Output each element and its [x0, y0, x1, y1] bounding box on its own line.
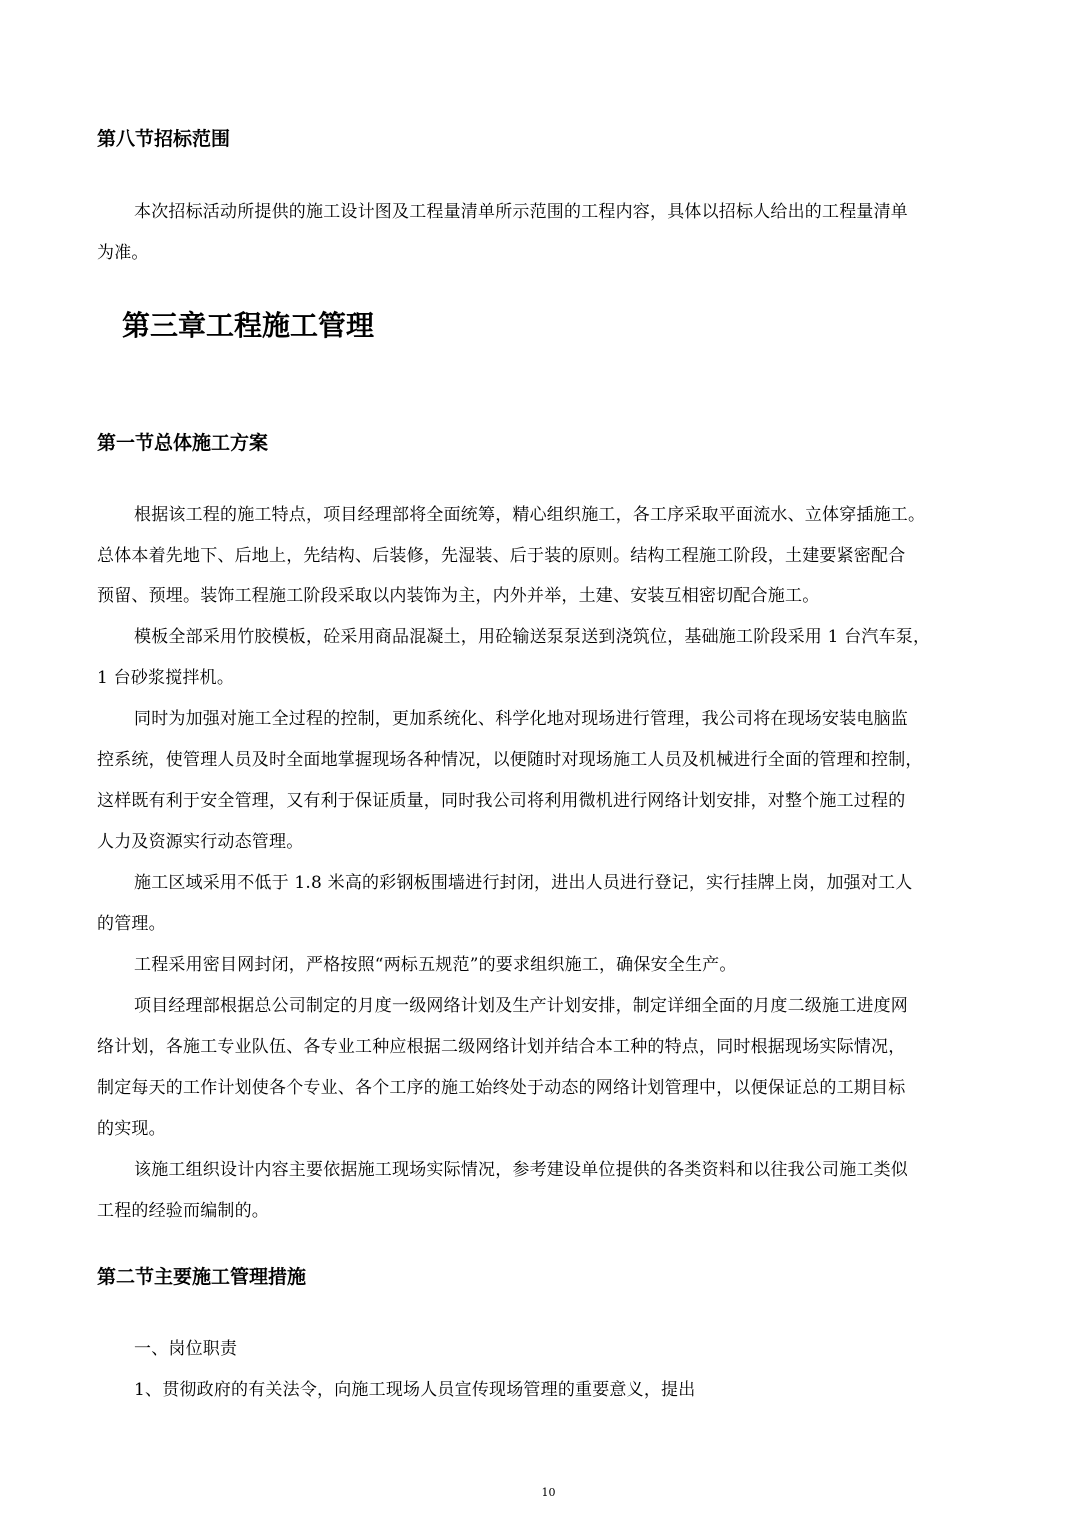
paragraph-line: 的管理。 — [97, 914, 166, 934]
list-item: 1、贯彻政府的有关法令，向施工现场人员宣传现场管理的重要意义，提出 — [134, 1380, 696, 1400]
paragraph-line: 的实现。 — [97, 1119, 166, 1139]
page-number: 10 — [541, 1486, 556, 1499]
section-heading-2: 第二节主要施工管理措施 — [97, 1266, 307, 1288]
subsection-heading: 一、岗位职责 — [134, 1339, 238, 1359]
paragraph-line: 控系统，使管理人员及时全面地掌握现场各种情况，以便随时对现场施工人员及机械进行全面的管理和控制， — [97, 750, 923, 770]
paragraph-line: 总体本着先地下、后地上，先结构、后装修，先湿装、后于装的原则。结构工程施工阶段，土建要紧密配合 — [97, 546, 906, 566]
paragraph-line: 制定每天的工作计划使各个专业、各个工序的施工始终处于动态的网络计划管理中，以便保证总的工期目标 — [97, 1078, 906, 1098]
chapter-heading-3: 第三章工程施工管理 — [122, 309, 375, 342]
paragraph-line: 为准。 — [97, 243, 149, 263]
paragraph-line: 项目经理部根据总公司制定的月度一级网络计划及生产计划安排，制定详细全面的月度二级施工进度网 — [134, 996, 908, 1016]
paragraph-line: 该施工组织设计内容主要依据施工现场实际情况，参考建设单位提供的各类资料和以往我公司施工类似 — [134, 1160, 908, 1180]
paragraph-line: 络计划，各施工专业队伍、各专业工种应根据二级网络计划并结合本工种的特点，同时根据现场实际情况， — [97, 1037, 906, 1057]
section-heading-8: 第八节招标范围 — [97, 128, 231, 150]
paragraph-line: 模板全部采用竹胶模板，砼采用商品混凝土，用砼输送泵泵送到浇筑位，基础施工阶段采用 1 台汽车泵， — [134, 627, 931, 647]
paragraph-line: 工程的经验而编制的。 — [97, 1201, 269, 1221]
paragraph-line: 这样既有利于安全管理，又有利于保证质量，同时我公司将利用微机进行网络计划安排，对整个施工过程的 — [97, 791, 906, 811]
paragraph-line: 根据该工程的施工特点，项目经理部将全面统筹，精心组织施工，各工序采取平面流水、立体穿插施工。 — [134, 505, 926, 525]
paragraph-line: 人力及资源实行动态管理。 — [97, 832, 304, 852]
paragraph-line: 预留、预埋。装饰工程施工阶段采取以内装饰为主，内外并举，土建、安装互相密切配合施工。 — [97, 586, 820, 606]
paragraph-line: 同时为加强对施工全过程的控制，更加系统化、科学化地对现场进行管理，我公司将在现场安装电脑监 — [134, 709, 908, 729]
paragraph-line: 本次招标活动所提供的施工设计图及工程量清单所示范围的工程内容，具体以招标人给出的工程量清单 — [134, 202, 908, 222]
section-heading-1: 第一节总体施工方案 — [97, 432, 269, 454]
paragraph-line: 施工区域采用不低于 1.8 米高的彩钢板围墙进行封闭，进出人员进行登记，实行挂牌上岗，加强对工人 — [134, 873, 913, 893]
paragraph-line: 工程采用密目网封闭，严格按照“两标五规范”的要求组织施工，确保安全生产。 — [134, 955, 737, 975]
paragraph-line: 1 台砂浆搅拌机。 — [97, 668, 235, 688]
